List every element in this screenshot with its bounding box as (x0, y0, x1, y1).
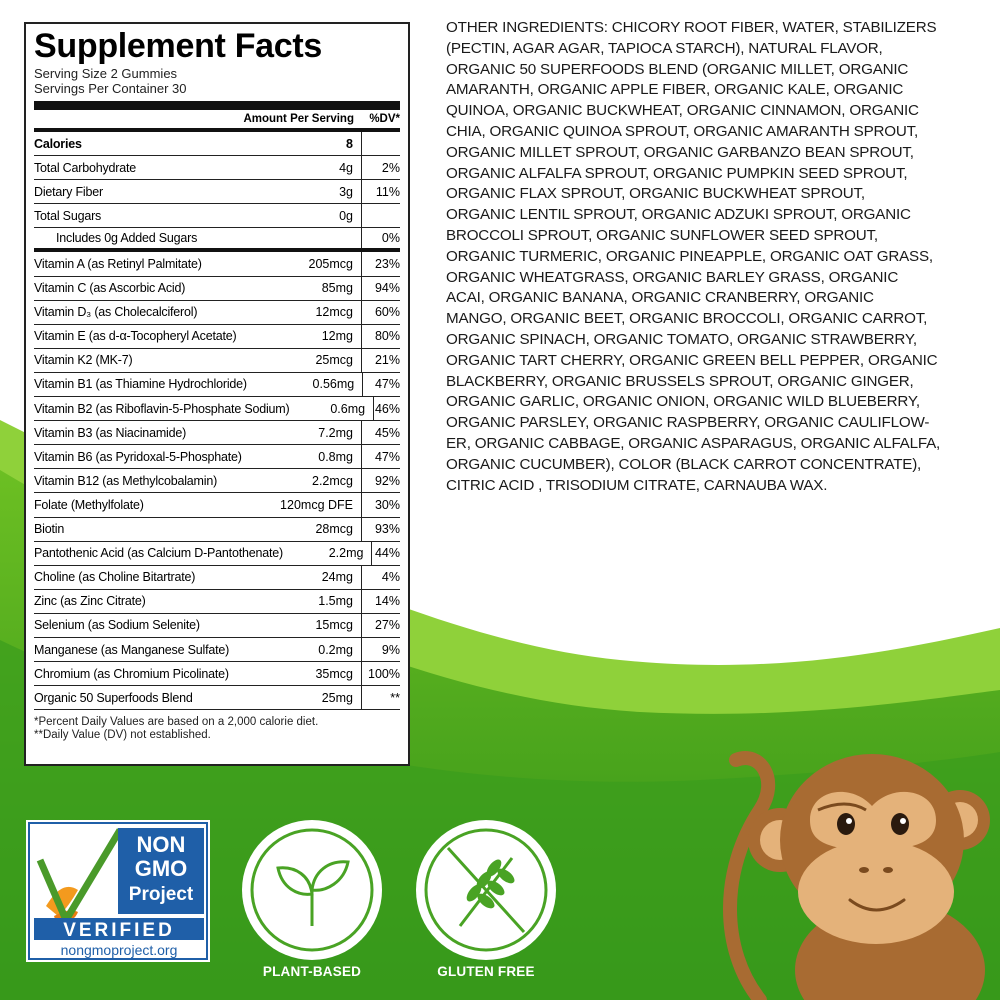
nutrient-dv: 47% (374, 449, 400, 464)
nutrient-name: Vitamin K2 (MK-7) (34, 353, 133, 368)
supplement-facts-panel (24, 22, 410, 766)
nutrient-dv: 92% (374, 473, 400, 488)
nutrient-name: Folate (Methylfolate) (34, 497, 144, 512)
nutrient-name: Total Carbohydrate (34, 160, 137, 175)
nutrient-amount: 25mcg (242, 349, 362, 372)
facts-row (34, 301, 400, 325)
monkey-mascot (700, 720, 1000, 1000)
nutrient-name: Dietary Fiber (34, 184, 103, 199)
gluten-free-badge (414, 818, 558, 962)
nutrient-name: Vitamin C (as Ascorbic Acid) (34, 281, 186, 296)
footnote-dv-not-established: **Daily Value (DV) not established. (34, 729, 211, 742)
ingredient-line: QUINOA, ORGANIC BUCKWHEAT, ORGANIC CINNAMON, ORGANIC (446, 102, 919, 120)
nutrient-name: Chromium (as Chromium Picolinate) (34, 666, 229, 681)
ingredient-line: ORGANIC 50 SUPERFOODS BLEND (ORGANIC MILLET, ORGANIC (446, 60, 909, 78)
nutrient-amount: 15mcg (242, 614, 362, 637)
nutrient-amount: 25mg (242, 686, 362, 709)
amount-header: Amount Per Serving (243, 113, 354, 125)
facts-row (34, 132, 400, 156)
nutrient-dv: 2% (381, 160, 400, 175)
ingredient-line: ORGANIC PARSLEY, ORGANIC RASPBERRY, ORGANIC CAULIFLOW- (446, 414, 930, 432)
nutrient-amount: 24mg (242, 566, 362, 589)
nutrient-amount: 4g (242, 156, 362, 179)
facts-row (34, 518, 400, 542)
nutrient-dv: 9% (381, 642, 400, 657)
nutrient-amount: 120mcg DFE (242, 493, 362, 516)
nutrient-name: Zinc (as Zinc Citrate) (34, 594, 146, 609)
nutrient-amount: 0.8mg (242, 445, 362, 468)
nutrient-dv: 11% (375, 184, 400, 199)
facts-rows (34, 132, 400, 710)
dv-header: %DV* (369, 113, 400, 125)
facts-row (34, 156, 400, 180)
ingredient-line: ORGANIC TURMERIC, ORGANIC PINEAPPLE, ORGANIC OAT GRASS, (446, 247, 933, 265)
nongmo-verified: VERIFIED (63, 920, 175, 941)
ingredient-line: CHIA, ORGANIC QUINOA SPROUT, ORGANIC AMARANTH SPROUT, (446, 122, 919, 140)
nutrient-amount: 0.6mg (289, 397, 374, 420)
nutrient-dv: 47% (374, 377, 400, 392)
nutrient-name: Vitamin A (as Retinyl Palmitate) (34, 257, 202, 272)
nutrient-name: Vitamin B1 (as Thiamine Hydrochloride) (34, 377, 247, 392)
nutrient-name: Biotin (34, 522, 65, 537)
facts-row (34, 686, 400, 710)
nutrient-dv: 23% (374, 257, 400, 272)
non-gmo-project-badge (26, 820, 210, 962)
nutrient-amount: 0.2mg (242, 638, 362, 661)
nutrient-name: Vitamin B12 (as Methylcobalamin) (34, 473, 218, 488)
gluten-free-label: GLUTEN FREE (437, 964, 535, 979)
nutrient-amount: 35mcg (242, 662, 362, 685)
nutrient-dv: 46% (374, 401, 400, 416)
nutrient-name: Vitamin B3 (as Niacinamide) (34, 425, 187, 440)
facts-row (34, 662, 400, 686)
ingredient-line: ORGANIC SPINACH, ORGANIC TOMATO, ORGANIC STRAWBERRY, (446, 330, 917, 348)
facts-row (34, 493, 400, 517)
nutrient-dv: 14% (374, 594, 400, 609)
facts-row (34, 590, 400, 614)
facts-row (34, 638, 400, 662)
nutrient-name: Organic 50 Superfoods Blend (34, 690, 193, 705)
nutrient-dv: 21% (374, 353, 400, 368)
nutrient-name: Selenium (as Sodium Selenite) (34, 618, 200, 633)
nutrient-amount: 1.5mg (242, 590, 362, 613)
nutrient-dv: 27% (374, 618, 400, 633)
ingredient-line: MANGO, ORGANIC BEET, ORGANIC BROCCOLI, ORGANIC CARROT, (446, 310, 928, 328)
nongmo-line1: NON (136, 832, 186, 857)
nutrient-name: Includes 0g Added Sugars (56, 231, 198, 246)
nutrient-name: Vitamin B6 (as Pyridoxal-5-Phosphate) (34, 449, 242, 464)
facts-row (34, 277, 400, 301)
nutrient-amount: 12mcg (242, 301, 362, 324)
ingredient-line: ORGANIC ALFALFA SPROUT, ORGANIC PUMPKIN SEED SPROUT, (446, 164, 908, 182)
facts-row (34, 180, 400, 204)
nutrient-dv: 94% (374, 281, 400, 296)
plant-based-badge (240, 818, 384, 962)
nutrient-dv: 93% (374, 522, 400, 537)
ingredient-line: ACAI, ORGANIC BANANA, ORGANIC CRANBERRY, ORGANIC (446, 289, 874, 307)
facts-row (34, 349, 400, 373)
nutrient-amount: 12mg (242, 325, 362, 348)
facts-row (34, 397, 400, 421)
ingredient-line: ORGANIC GARLIC, ORGANIC ONION, ORGANIC WILD BLUEBERRY, (446, 393, 920, 411)
nutrient-name: Calories (34, 136, 82, 151)
ingredient-line: OTHER INGREDIENTS: CHICORY ROOT FIBER, WATER, STABILIZERS (446, 19, 937, 36)
nutrient-amount: 2.2mcg (242, 469, 362, 492)
nutrient-amount: 8 (242, 132, 362, 155)
ingredient-line: ORGANIC CUCUMBER), COLOR (BLACK CARROT CONCENTRATE), (446, 455, 922, 473)
nongmo-line3: Project (128, 884, 194, 905)
nutrient-amount: 0.56mg (247, 373, 363, 396)
facts-row (34, 228, 400, 252)
serving-size: Serving Size 2 Gummies (34, 66, 178, 81)
nutrient-amount: 3g (242, 180, 362, 203)
ingredient-line: CITRIC ACID , TRISODIUM CITRATE, CARNAUBA WAX. (446, 476, 828, 494)
servings-per-container: Servings Per Container 30 (34, 81, 187, 96)
ingredient-line: AMARANTH, ORGANIC APPLE FIBER, ORGANIC KALE, ORGANIC (446, 81, 904, 99)
nongmo-line2: GMO (134, 856, 188, 881)
nutrient-amount: 7.2mg (242, 421, 362, 444)
facts-row (34, 542, 400, 566)
ingredient-line: BROCCOLI SPROUT, ORGANIC SUNFLOWER SEED SPROUT, (446, 226, 878, 244)
other-ingredients-text (446, 18, 976, 496)
nutrient-dv: 80% (374, 329, 400, 344)
facts-row (34, 469, 400, 493)
ingredient-line: ORGANIC LENTIL SPROUT, ORGANIC ADZUKI SPROUT, ORGANIC (446, 206, 911, 224)
facts-title: Supplement Facts (34, 27, 323, 65)
nutrient-amount: 28mcg (242, 518, 362, 541)
nutrient-dv: 44% (374, 546, 400, 561)
facts-row (34, 614, 400, 638)
nongmo-url: nongmoproject.org (60, 942, 178, 958)
facts-row (34, 325, 400, 349)
plant-based-label: PLANT-BASED (262, 964, 362, 979)
ingredient-line: ORGANIC FLAX SPROUT, ORGANIC BUCKWHEAT SPROUT, (446, 185, 865, 203)
nutrient-name: Total Sugars (34, 208, 102, 223)
ingredient-line: BLACKBERRY, ORGANIC BRUSSELS SPROUT, ORGANIC GINGER, (446, 372, 914, 390)
ingredient-line: ORGANIC MILLET SPROUT, ORGANIC GARBANZO BEAN SPROUT, (446, 143, 914, 161)
nutrient-name: Choline (as Choline Bitartrate) (34, 570, 196, 585)
thick-divider (34, 101, 400, 110)
nutrient-amount (242, 228, 362, 248)
nutrient-amount: 205mcg (242, 252, 362, 275)
nutrient-name: Vitamin D₃ (as Cholecalciferol) (34, 305, 198, 320)
facts-row (34, 566, 400, 590)
nutrient-dv: ** (390, 690, 400, 705)
nutrient-dv: 45% (374, 425, 400, 440)
nutrient-amount: 2.2mg (283, 542, 372, 565)
nutrient-name: Vitamin B2 (as Riboflavin-5-Phosphate Sodium) (34, 401, 290, 416)
nutrient-dv: 60% (374, 305, 400, 320)
nutrient-amount: 0g (242, 204, 362, 227)
facts-header-row (34, 110, 400, 128)
nutrient-dv: 30% (374, 497, 400, 512)
facts-row (34, 445, 400, 469)
nutrient-name: Vitamin E (as d-α-Tocopheryl Acetate) (34, 329, 237, 344)
nutrient-dv: 4% (381, 570, 400, 585)
ingredient-line: ORGANIC TART CHERRY, ORGANIC GREEN BELL PEPPER, ORGANIC (446, 351, 938, 369)
facts-row (34, 252, 400, 276)
facts-row (34, 373, 400, 397)
nutrient-dv: 100% (368, 666, 400, 681)
facts-row (34, 421, 400, 445)
ingredient-line: ORGANIC WHEATGRASS, ORGANIC BARLEY GRASS, ORGANIC (446, 268, 899, 286)
nutrient-amount: 85mg (242, 277, 362, 300)
ingredient-line: (PECTIN, AGAR AGAR, TAPIOCA STARCH), NATURAL FLAVOR, (446, 39, 883, 57)
footnote-percent-dv: *Percent Daily Values are based on a 2,000 calorie diet. (34, 716, 319, 729)
nutrient-name: Pantothenic Acid (as Calcium D-Pantothenate) (34, 546, 283, 561)
ingredient-line: ER, ORGANIC CABBAGE, ORGANIC ASPARAGUS, ORGANIC ALFALFA, (446, 434, 941, 452)
facts-row (34, 204, 400, 228)
nutrient-name: Manganese (as Manganese Sulfate) (34, 642, 230, 657)
nutrient-dv: 0% (381, 231, 400, 246)
